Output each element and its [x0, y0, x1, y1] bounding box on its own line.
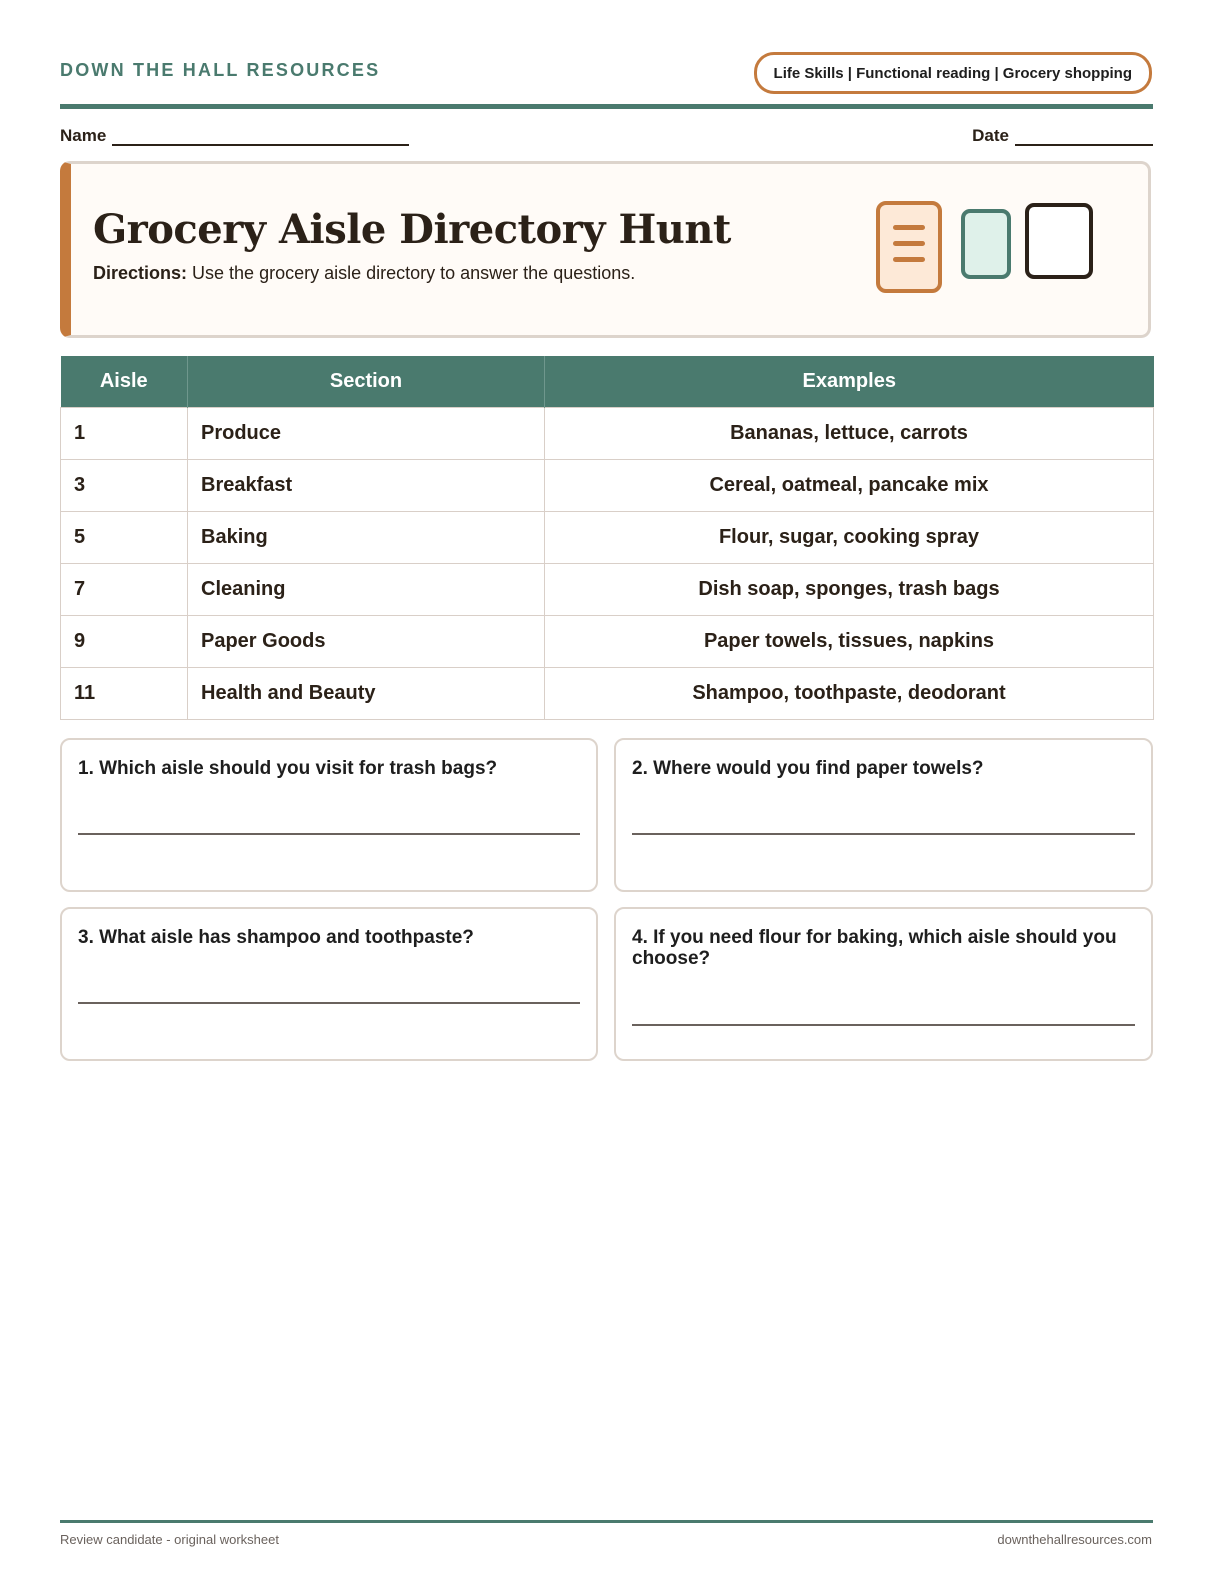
top-divider: [60, 104, 1153, 109]
answer-line[interactable]: [78, 1002, 580, 1004]
brand-name: DOWN THE HALL RESOURCES: [60, 60, 381, 80]
name-blank-line[interactable]: [112, 126, 409, 146]
table-row: [61, 668, 1154, 720]
question-card-3: [60, 907, 598, 1061]
answer-line[interactable]: [632, 833, 1135, 835]
outline-card-icon: [1025, 203, 1093, 279]
table-row: [61, 616, 1154, 668]
aisle-cell: 3: [61, 460, 188, 512]
name-field[interactable]: [60, 126, 409, 146]
answer-line[interactable]: [632, 1024, 1135, 1026]
mint-card-icon: [961, 209, 1011, 279]
page-title: Grocery Aisle Directory Hunt: [93, 206, 731, 253]
question-card-1: [60, 738, 598, 892]
header-aisle: Aisle: [61, 356, 188, 408]
table-row: [61, 408, 1154, 460]
examples-cell: Flour, sugar, cooking spray: [545, 512, 1154, 564]
date-field[interactable]: [972, 126, 1153, 146]
directions: [93, 263, 635, 284]
header-examples: Examples: [545, 356, 1154, 408]
section-cell: Health and Beauty: [188, 668, 545, 720]
question-card-2: [614, 738, 1153, 892]
title-card: [60, 161, 1151, 338]
aisle-directory-table: [60, 356, 1154, 720]
aisle-cell: 9: [61, 616, 188, 668]
examples-cell: Bananas, lettuce, carrots: [545, 408, 1154, 460]
table-row: [61, 564, 1154, 616]
aisle-cell: 5: [61, 512, 188, 564]
list-card-icon: [876, 201, 942, 293]
table-row: [61, 512, 1154, 564]
answer-line[interactable]: [78, 833, 580, 835]
table-row: [61, 460, 1154, 512]
examples-cell: Dish soap, sponges, trash bags: [545, 564, 1154, 616]
examples-cell: Shampoo, toothpaste, deodorant: [545, 668, 1154, 720]
section-cell: Cleaning: [188, 564, 545, 616]
footer-website: downthehallresources.com: [997, 1532, 1152, 1547]
date-label: Date: [972, 126, 1009, 145]
question-text: 2. Where would you find paper towels?: [632, 758, 984, 779]
table-header-row: [61, 356, 1154, 408]
question-text: 3. What aisle has shampoo and toothpaste?: [78, 927, 474, 948]
aisle-cell: 11: [61, 668, 188, 720]
directions-text: Use the grocery aisle directory to answer the questions.: [187, 263, 636, 283]
aisle-cell: 7: [61, 564, 188, 616]
topic-tag: Life Skills | Functional reading | Grocery shopping: [754, 52, 1152, 94]
name-label: Name: [60, 126, 107, 145]
name-date-row: [60, 126, 1153, 148]
section-cell: Paper Goods: [188, 616, 545, 668]
examples-cell: Paper towels, tissues, napkins: [545, 616, 1154, 668]
question-card-4: [614, 907, 1153, 1061]
section-cell: Baking: [188, 512, 545, 564]
examples-cell: Cereal, oatmeal, pancake mix: [545, 460, 1154, 512]
directions-label: Directions:: [93, 263, 188, 283]
footer-note: Review candidate - original worksheet: [60, 1532, 279, 1547]
date-blank-line[interactable]: [1015, 126, 1153, 146]
question-text: 1. Which aisle should you visit for trash bags?: [78, 758, 498, 779]
section-cell: Produce: [188, 408, 545, 460]
question-text: 4. If you need flour for baking, which aisle should you choose?: [632, 927, 1117, 969]
aisle-cell: 1: [61, 408, 188, 460]
header-section: Section: [188, 356, 545, 408]
section-cell: Breakfast: [188, 460, 545, 512]
bottom-divider: [60, 1520, 1153, 1523]
